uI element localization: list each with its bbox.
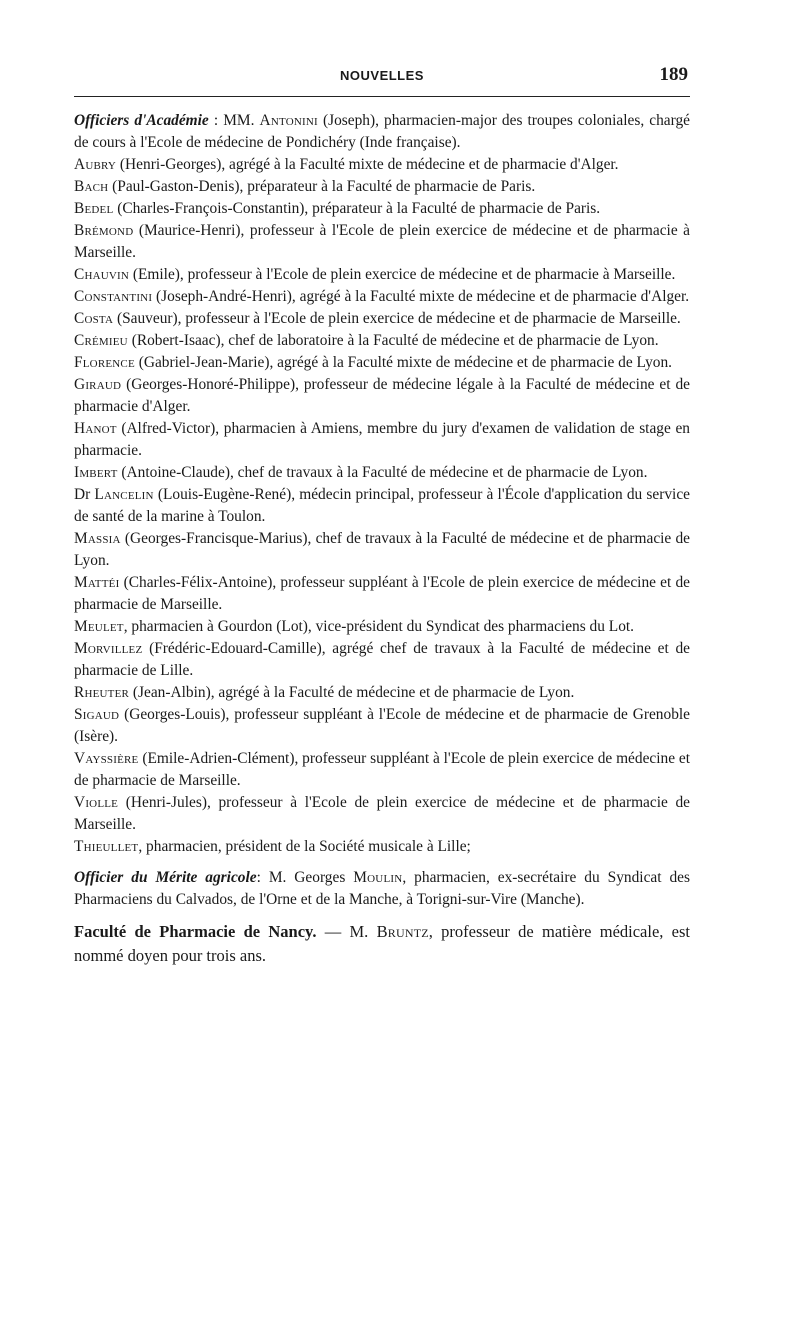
honoree-entry [74,616,690,638]
entry-name: Violle [74,794,119,811]
merite-text-before: : M. Georges [256,869,354,886]
entry-text: (Gabriel-Jean-Marie), agrégé à la Faculté mixte de médecine et de pharmacie de Lyon. [134,354,673,371]
entry-name: Costa [74,310,114,327]
running-header [74,60,690,97]
entry-name: Aubry [74,156,117,173]
entry-name: Imbert [74,464,118,481]
entry-name: Brémond [74,222,134,239]
entry-name: Constantini [74,288,153,305]
entry-text: (Henri-Jules), professeur à l'Ecole de plein exercice de médecine et de pharmacie de Marseille. [74,794,690,833]
nancy-name: Bruntz [376,922,429,941]
entry-text: (Henri-Georges), agrégé à la Faculté mixte de médecine et de pharmacie d'Alger. [116,156,619,173]
entry-name: Bach [74,178,109,195]
merite-section-title: Officier du Mérite agricole [74,869,257,886]
honoree-entry [74,484,690,528]
entry-text: (Emile), professeur à l'Ecole de plein exercice de médecine et de pharmacie à Marseille. [129,266,676,283]
page [74,60,690,968]
entry-text: , pharmacien, président de la Société musicale à Lille; [138,838,471,855]
entry-text: (Joseph-André-Henri), agrégé à la Faculté mixte de médecine et de pharmacie d'Alger. [152,288,690,305]
entry-text: (Joseph), pharmacien-major des troupes coloniales, chargé de cours à l'Ecole de médecine de Pondichéry (Inde française). [74,112,690,151]
entry-text: (Emile-Adrien-Clément), professeur suppléant à l'Ecole de plein exercice de médecine et de pharmacie de Marseille. [74,750,690,789]
honoree-entry [74,352,690,374]
entry-name: Antonini [259,112,318,129]
entry-text: (Antoine-Claude), chef de travaux à la Faculté de médecine et de pharmacie de Lyon. [117,464,648,481]
entry-text: (Charles-François-Constantin), préparateur à la Faculté de pharmacie de Paris. [113,200,601,217]
entry-text: (Robert-Isaac), chef de laboratoire à la Faculté de médecine et de pharmacie de Lyon. [127,332,659,349]
entry-name: Chauvin [74,266,130,283]
honoree-entry [74,286,690,308]
honoree-entry [74,176,690,198]
honoree-entry [74,330,690,352]
honoree-entry [74,528,690,572]
honoree-entry [74,308,690,330]
entry-name: Giraud [74,376,122,393]
entry-text: (Charles-Félix-Antoine), professeur suppléant à l'Ecole de plein exercice de médecine et de pharmacie de Marseille. [74,574,690,613]
entry-text: , pharmacien à Gourdon (Lot), vice-président du Syndicat des pharmaciens du Lot. [123,618,635,635]
honoree-entry [74,704,690,748]
entry-text: (Georges-Honoré-Philippe), professeur de médecine légale à la Faculté de médecine et de pharmacie d'Alger. [74,376,690,415]
nancy-title: Faculté de Pharmacie de Nancy. [74,922,317,941]
honoree-entry [74,374,690,418]
honoree-entry [74,462,690,484]
entry-name: Rheuter [74,684,130,701]
honoree-entry [74,682,690,704]
entry-text: (Maurice-Henri), professeur à l'Ecole de plein exercice de médecine et de pharmacie à Marseille. [74,222,690,261]
merite-paragraph [74,867,690,911]
entry-name: Sigaud [74,706,120,723]
entry-text: (Paul-Gaston-Denis), préparateur à la Faculté de pharmacie de Paris. [108,178,536,195]
entry-name: Vayssière [74,750,139,767]
honoree-entry [74,264,690,286]
entry-name: Bedel [74,200,114,217]
entry-name: Mattéi [74,574,120,591]
academie-intro-prefix: : MM. [208,112,260,129]
honoree-entry [74,198,690,220]
entry-name: Morvillez [74,640,143,657]
merite-text-after: , pharmacien, ex-secrétaire du Syndicat des Pharmaciens du Calvados, de l'Orne et de la Manche, à Torigni-sur-Vire (Manche). [74,869,690,908]
entry-text: (Jean-Albin), agrégé à la Faculté de médecine et de pharmacie de Lyon. [129,684,575,701]
honoree-entry [74,748,690,792]
entry-text: (Louis-Eugène-René), médecin principal, professeur à l'École d'application du service de santé de la marine à Toulon. [74,486,690,525]
merite-name: Moulin [353,869,403,886]
honoree-entry [74,572,690,616]
entry-name: Thieullet [74,838,139,855]
entry-text: (Frédéric-Edouard-Camille), agrégé chef de travaux à la Faculté de médecine et de pharmacie de Lille. [74,640,690,679]
page-number: 189 [659,64,688,85]
entry-text: (Georges-Louis), professeur suppléant à l'Ecole de médecine et de pharmacie de Grenoble (Isère). [74,706,690,745]
honoree-list [74,154,690,858]
entry-name: Florence [74,354,135,371]
honoree-entry [74,792,690,836]
honoree-entry [74,220,690,264]
honoree-entry [74,836,690,858]
nancy-text-before: — M. [316,922,377,941]
honoree-entry [74,638,690,682]
entry-name: Crémieu [74,332,128,349]
honoree-entry [74,418,690,462]
entry-text: (Alfred-Victor), pharmacien à Amiens, membre du jury d'examen de validation de stage en pharmacie. [74,420,690,459]
entry-text: (Georges-Francisque-Marius), chef de travaux à la Faculté de médecine et de pharmacie de Lyon. [74,530,690,569]
entry-prefix: Dr [74,486,95,503]
entry-text: (Sauveur), professeur à l'Ecole de plein exercice de médecine et de pharmacie de Marseille. [113,310,681,327]
entry-name: Massia [74,530,121,547]
honoree-entry [74,154,690,176]
entry-name: Hanot [74,420,117,437]
entry-name: Lancelin [94,486,154,503]
running-title: NOUVELLES [340,68,424,83]
nancy-text-after: , professeur de matière médicale, est nommé doyen pour trois ans. [74,922,690,965]
entry-name: Meulet [74,618,124,635]
nancy-paragraph [74,920,690,968]
article-body [74,110,690,968]
academie-intro [74,110,690,154]
academie-section-title: Officiers d'Académie [74,112,209,129]
